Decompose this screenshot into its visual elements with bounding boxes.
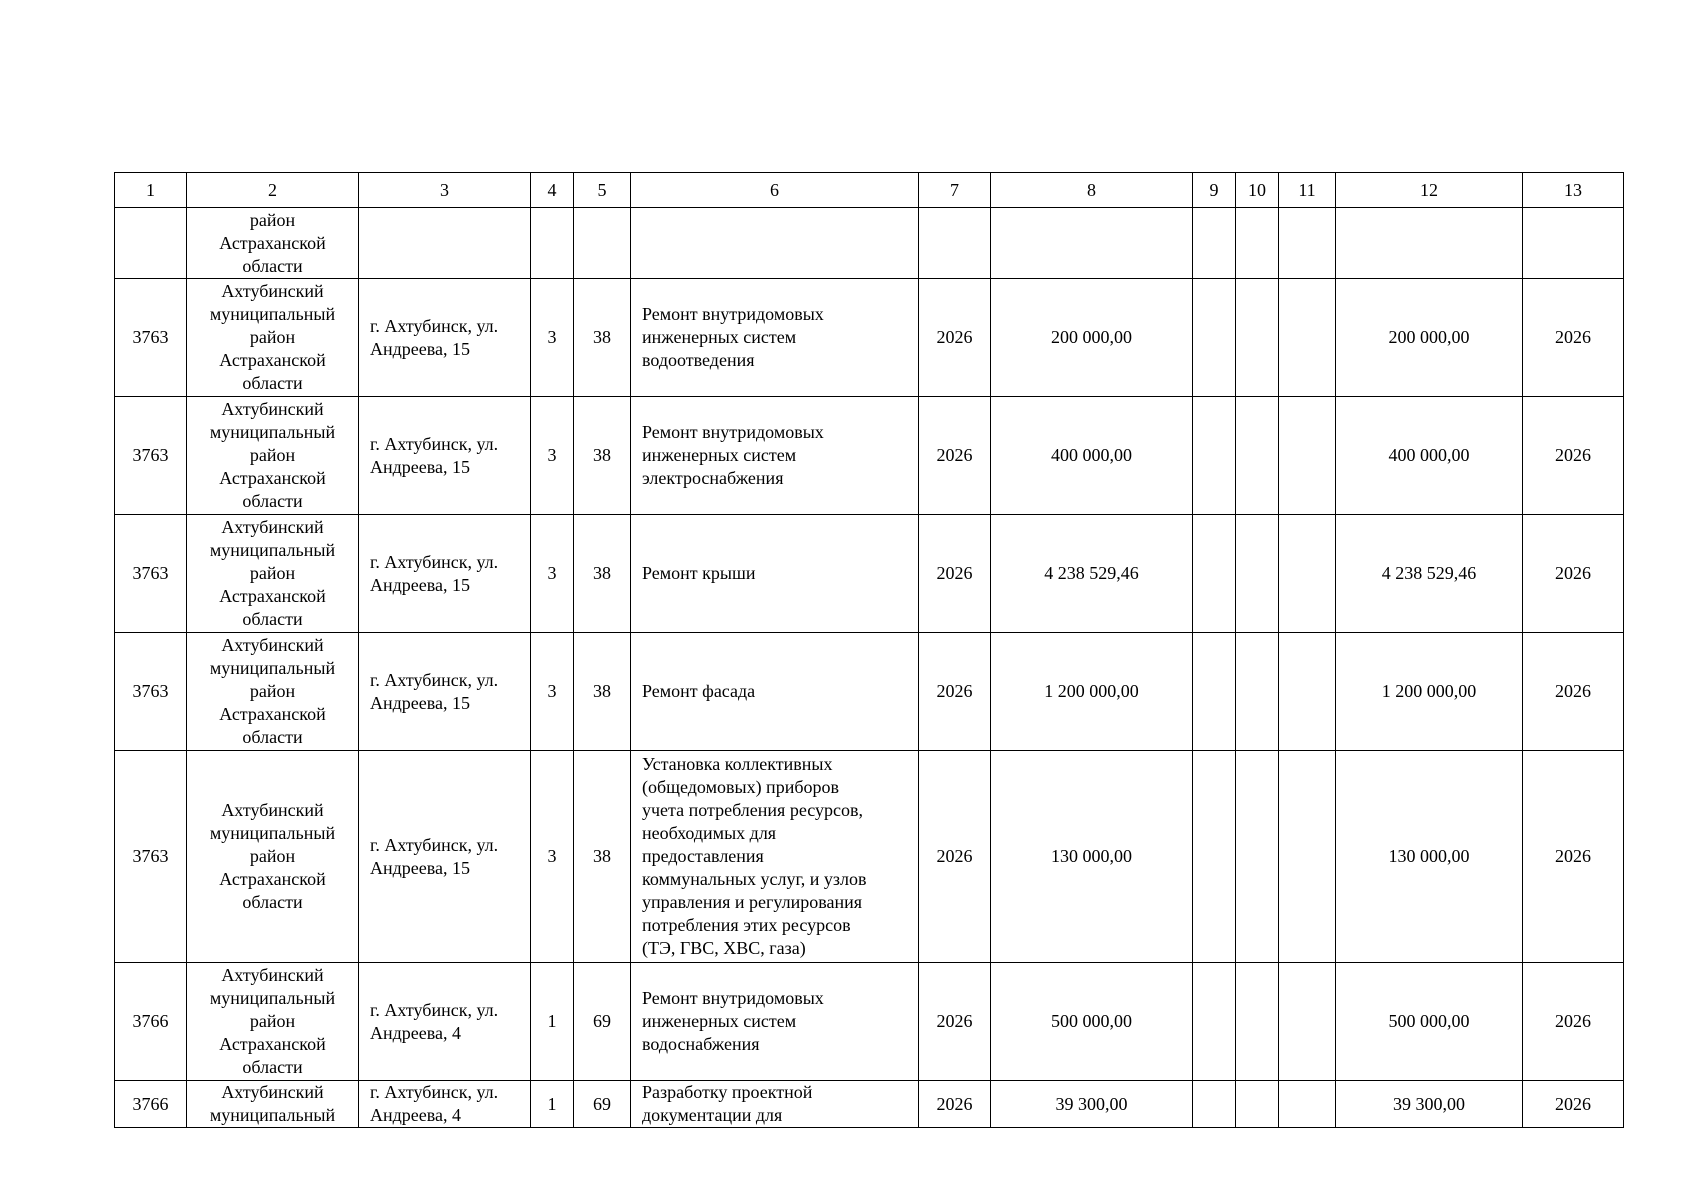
work-type-line: документации для bbox=[642, 1105, 783, 1125]
column-number-header: 5 bbox=[574, 173, 631, 208]
municipality-cell bbox=[187, 397, 359, 515]
column-10-cell bbox=[1236, 515, 1279, 633]
table-cell bbox=[1236, 208, 1279, 279]
year-cell: 2026 bbox=[919, 515, 991, 633]
address-line: г. Ахтубинск, ул. bbox=[370, 834, 499, 855]
municipality-line: области bbox=[242, 727, 303, 747]
cost-cell: 200 000,00 bbox=[991, 279, 1193, 397]
work-type-line: управления и регулирования bbox=[642, 892, 863, 912]
work-type-cell bbox=[631, 633, 919, 751]
column-number-header: 2 bbox=[187, 173, 359, 208]
work-type-cell bbox=[631, 963, 919, 1081]
column-9-cell bbox=[1193, 751, 1236, 963]
year-cell: 2026 bbox=[919, 279, 991, 397]
municipality-cell bbox=[187, 963, 359, 1081]
completion-year-cell: 2026 bbox=[1523, 963, 1624, 1081]
table-row bbox=[115, 1081, 1624, 1128]
column-9-cell bbox=[1193, 633, 1236, 751]
work-type-line: (общедомовых) приборов bbox=[642, 777, 839, 797]
column-5-cell: 69 bbox=[574, 1081, 631, 1128]
municipality-line: муниципальный bbox=[209, 1105, 336, 1125]
completion-year-cell: 2026 bbox=[1523, 1081, 1624, 1128]
municipality-line: области bbox=[242, 255, 303, 276]
address-cell bbox=[359, 633, 531, 751]
column-11-cell bbox=[1279, 1081, 1336, 1128]
address-line: г. Ахтубинск, ул. bbox=[370, 433, 499, 454]
column-10-cell bbox=[1236, 397, 1279, 515]
column-number-header: 1 bbox=[115, 173, 187, 208]
table-cell bbox=[919, 208, 991, 279]
column-11-cell bbox=[1279, 279, 1336, 397]
work-type-line: электроснабжения bbox=[642, 468, 784, 488]
table-row bbox=[115, 397, 1624, 515]
municipality-line: области bbox=[242, 609, 303, 629]
work-type-line: необходимых для bbox=[642, 823, 777, 843]
municipality-line: Ахтубинский bbox=[221, 635, 324, 655]
cost-total-cell: 400 000,00 bbox=[1336, 397, 1523, 515]
cost-cell: 39 300,00 bbox=[991, 1081, 1193, 1128]
year-cell: 2026 bbox=[919, 633, 991, 751]
cost-cell: 1 200 000,00 bbox=[991, 633, 1193, 751]
work-type-cell bbox=[631, 1081, 919, 1128]
column-4-cell: 3 bbox=[531, 279, 574, 397]
address-line: Андреева, 15 bbox=[370, 857, 471, 878]
column-5-cell: 38 bbox=[574, 397, 631, 515]
work-type-line: Установка коллективных bbox=[642, 754, 833, 774]
address-cell bbox=[359, 515, 531, 633]
municipality-line: области bbox=[242, 1057, 303, 1077]
municipality-line: район bbox=[249, 846, 296, 866]
address-cell bbox=[359, 397, 531, 515]
work-type-line: Ремонт внутридомовых bbox=[642, 988, 824, 1008]
municipality-line: муниципальный bbox=[209, 988, 336, 1008]
municipality-line: муниципальный bbox=[209, 658, 336, 678]
object-id-cell: 3766 bbox=[115, 1081, 187, 1128]
municipality-line: Ахтубинский bbox=[221, 399, 324, 419]
table-row bbox=[115, 963, 1624, 1081]
table-cell bbox=[1193, 208, 1236, 279]
municipality-line: области bbox=[242, 892, 303, 912]
municipality-line: район bbox=[249, 209, 296, 230]
column-4-cell: 1 bbox=[531, 963, 574, 1081]
continuation-row bbox=[115, 208, 1624, 279]
table-cell bbox=[631, 208, 919, 279]
column-9-cell bbox=[1193, 963, 1236, 1081]
municipality-line: район bbox=[249, 327, 296, 347]
completion-year-cell: 2026 bbox=[1523, 751, 1624, 963]
column-number-header: 12 bbox=[1336, 173, 1523, 208]
municipality-line: муниципальный bbox=[209, 304, 336, 324]
work-type-line: Разработку проектной bbox=[642, 1082, 813, 1102]
municipality-line: Ахтубинский bbox=[221, 800, 324, 820]
municipality-line: Астраханской bbox=[219, 586, 326, 606]
municipality-line: район bbox=[249, 445, 296, 465]
column-number-header: 8 bbox=[991, 173, 1193, 208]
address-cell bbox=[359, 963, 531, 1081]
column-number-header: 13 bbox=[1523, 173, 1624, 208]
address-line: Андреева, 4 bbox=[370, 1105, 462, 1125]
column-5-cell: 38 bbox=[574, 279, 631, 397]
table-cell bbox=[359, 208, 531, 279]
column-number-header-row bbox=[115, 173, 1624, 208]
column-9-cell bbox=[1193, 1081, 1236, 1128]
column-number-header: 10 bbox=[1236, 173, 1279, 208]
column-10-cell bbox=[1236, 1081, 1279, 1128]
object-id-cell: 3763 bbox=[115, 279, 187, 397]
address-line: г. Ахтубинск, ул. bbox=[370, 551, 499, 572]
municipality-line: Астраханской bbox=[219, 468, 326, 488]
work-type-line: Ремонт крыши bbox=[642, 563, 756, 583]
column-11-cell bbox=[1279, 633, 1336, 751]
table-cell bbox=[1336, 208, 1523, 279]
work-type-cell bbox=[631, 397, 919, 515]
column-9-cell bbox=[1193, 515, 1236, 633]
cost-cell: 500 000,00 bbox=[991, 963, 1193, 1081]
work-type-line: водоотведения bbox=[642, 350, 755, 370]
municipality-cell bbox=[187, 515, 359, 633]
address-line: Андреева, 15 bbox=[370, 574, 471, 595]
cost-total-cell: 39 300,00 bbox=[1336, 1081, 1523, 1128]
work-type-line: (ТЭ, ГВС, ХВС, газа) bbox=[642, 938, 806, 958]
address-cell bbox=[359, 1081, 531, 1128]
municipality-line: Ахтубинский bbox=[221, 281, 324, 301]
table-cell bbox=[115, 208, 187, 279]
work-type-line: инженерных систем bbox=[642, 445, 797, 465]
work-type-line: Ремонт фасада bbox=[642, 681, 756, 701]
column-10-cell bbox=[1236, 633, 1279, 751]
object-id-cell: 3763 bbox=[115, 751, 187, 963]
municipality-line: район bbox=[249, 1011, 296, 1031]
column-4-cell: 1 bbox=[531, 1081, 574, 1128]
municipality-line: области bbox=[242, 491, 303, 511]
cost-total-cell: 500 000,00 bbox=[1336, 963, 1523, 1081]
object-id-cell: 3766 bbox=[115, 963, 187, 1081]
municipality-cell bbox=[187, 751, 359, 963]
year-cell: 2026 bbox=[919, 751, 991, 963]
work-type-cell bbox=[631, 515, 919, 633]
column-5-cell: 38 bbox=[574, 751, 631, 963]
work-type-line: инженерных систем bbox=[642, 327, 797, 347]
municipality-line: Ахтубинский bbox=[221, 1082, 324, 1102]
column-number-header: 3 bbox=[359, 173, 531, 208]
municipality-cell bbox=[187, 208, 359, 279]
municipality-line: муниципальный bbox=[209, 823, 336, 843]
column-4-cell: 3 bbox=[531, 515, 574, 633]
address-cell bbox=[359, 279, 531, 397]
column-11-cell bbox=[1279, 515, 1336, 633]
capital-repair-table bbox=[114, 172, 1624, 1128]
table-cell bbox=[1279, 208, 1336, 279]
table-body bbox=[115, 173, 1624, 1128]
municipality-line: Ахтубинский bbox=[221, 965, 324, 985]
municipality-cell bbox=[187, 633, 359, 751]
work-type-line: коммунальных услуг, и узлов bbox=[642, 869, 867, 889]
table-row bbox=[115, 633, 1624, 751]
column-number-header: 11 bbox=[1279, 173, 1336, 208]
table-cell bbox=[991, 208, 1193, 279]
table-row bbox=[115, 515, 1624, 633]
work-type-line: инженерных систем bbox=[642, 1011, 797, 1031]
municipality-line: Астраханской bbox=[219, 232, 326, 253]
table-row bbox=[115, 279, 1624, 397]
work-type-line: водоснабжения bbox=[642, 1034, 760, 1054]
table-cell bbox=[531, 208, 574, 279]
work-type-line: предоставления bbox=[642, 846, 764, 866]
work-type-cell bbox=[631, 751, 919, 963]
address-line: Андреева, 4 bbox=[370, 1022, 462, 1043]
year-cell: 2026 bbox=[919, 397, 991, 515]
completion-year-cell: 2026 bbox=[1523, 515, 1624, 633]
cost-cell: 400 000,00 bbox=[991, 397, 1193, 515]
column-9-cell bbox=[1193, 279, 1236, 397]
address-line: Андреева, 15 bbox=[370, 338, 471, 359]
address-line: Андреева, 15 bbox=[370, 692, 471, 713]
table-cell bbox=[1523, 208, 1624, 279]
cost-cell: 4 238 529,46 bbox=[991, 515, 1193, 633]
completion-year-cell: 2026 bbox=[1523, 397, 1624, 515]
year-cell: 2026 bbox=[919, 963, 991, 1081]
column-10-cell bbox=[1236, 279, 1279, 397]
cost-total-cell: 200 000,00 bbox=[1336, 279, 1523, 397]
cost-total-cell: 130 000,00 bbox=[1336, 751, 1523, 963]
column-4-cell: 3 bbox=[531, 751, 574, 963]
address-cell bbox=[359, 751, 531, 963]
work-type-line: потребления этих ресурсов bbox=[642, 915, 851, 935]
object-id-cell: 3763 bbox=[115, 397, 187, 515]
column-number-header: 7 bbox=[919, 173, 991, 208]
municipality-line: Ахтубинский bbox=[221, 517, 324, 537]
column-9-cell bbox=[1193, 397, 1236, 515]
municipality-line: Астраханской bbox=[219, 704, 326, 724]
table-cell bbox=[574, 208, 631, 279]
municipality-cell bbox=[187, 1081, 359, 1128]
table-row bbox=[115, 751, 1624, 963]
work-type-cell bbox=[631, 279, 919, 397]
address-line: г. Ахтубинск, ул. bbox=[370, 999, 499, 1020]
municipality-line: Астраханской bbox=[219, 869, 326, 889]
municipality-line: муниципальный bbox=[209, 422, 336, 442]
municipality-line: муниципальный bbox=[209, 540, 336, 560]
cost-total-cell: 1 200 000,00 bbox=[1336, 633, 1523, 751]
column-10-cell bbox=[1236, 963, 1279, 1081]
column-11-cell bbox=[1279, 751, 1336, 963]
municipality-line: области bbox=[242, 373, 303, 393]
municipality-line: Астраханской bbox=[219, 1034, 326, 1054]
object-id-cell: 3763 bbox=[115, 633, 187, 751]
completion-year-cell: 2026 bbox=[1523, 633, 1624, 751]
object-id-cell: 3763 bbox=[115, 515, 187, 633]
column-10-cell bbox=[1236, 751, 1279, 963]
municipality-line: район bbox=[249, 563, 296, 583]
column-11-cell bbox=[1279, 397, 1336, 515]
cost-cell: 130 000,00 bbox=[991, 751, 1193, 963]
work-type-line: Ремонт внутридомовых bbox=[642, 304, 824, 324]
column-number-header: 4 bbox=[531, 173, 574, 208]
column-5-cell: 38 bbox=[574, 633, 631, 751]
column-4-cell: 3 bbox=[531, 397, 574, 515]
municipality-line: район bbox=[249, 681, 296, 701]
cost-total-cell: 4 238 529,46 bbox=[1336, 515, 1523, 633]
column-4-cell: 3 bbox=[531, 633, 574, 751]
column-5-cell: 69 bbox=[574, 963, 631, 1081]
work-type-line: Ремонт внутридомовых bbox=[642, 422, 824, 442]
year-cell: 2026 bbox=[919, 1081, 991, 1128]
municipality-line: Астраханской bbox=[219, 350, 326, 370]
completion-year-cell: 2026 bbox=[1523, 279, 1624, 397]
column-number-header: 9 bbox=[1193, 173, 1236, 208]
column-11-cell bbox=[1279, 963, 1336, 1081]
work-type-line: учета потребления ресурсов, bbox=[642, 800, 863, 820]
address-line: г. Ахтубинск, ул. bbox=[370, 669, 499, 690]
municipality-cell bbox=[187, 279, 359, 397]
address-line: Андреева, 15 bbox=[370, 456, 471, 477]
column-number-header: 6 bbox=[631, 173, 919, 208]
address-line: г. Ахтубинск, ул. bbox=[370, 315, 499, 336]
address-line: г. Ахтубинск, ул. bbox=[370, 1082, 499, 1102]
column-5-cell: 38 bbox=[574, 515, 631, 633]
